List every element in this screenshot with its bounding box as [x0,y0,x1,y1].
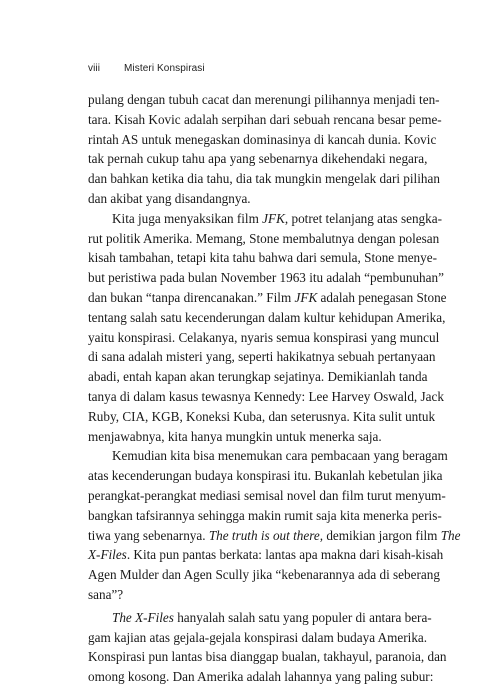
paragraph [88,608,447,687]
text-line: Ruby, CIA, KGB, Koneksi Kuba, dan seterusnya. Kita sulit untuk [88,408,436,424]
text-line: kisah tambahan, tetapi kita tahu bahwa dari semula, Stone menye- [88,250,437,266]
text-line: Konspirasi pun lantas bisa dianggap bualan, takhayul, paranoia, dan [88,649,447,665]
text-line: The X-Files hanyalah salah satu yang populer di antara bera- [112,609,432,625]
page-number: viii [88,63,101,74]
text-line: dan bukan “tanpa direncanakan.” Film JFK adalah penegasan Stone [88,289,447,305]
text-line: Kita juga menyaksikan film JFK, potret telanjang atas sengka- [112,210,442,226]
text-line: tak pernah cukup tahu apa yang sebenarnya dikehendaki negara, [88,151,428,167]
paragraph [88,90,442,209]
text-line: omong kosong. Dan Amerika adalah lahannya yang paling subur: [88,669,434,685]
text-line: gam kajian atas gejala-gejala konspirasi dalam budaya Amerika. [88,629,428,645]
text-line: tanya di dalam kasus tewasnya Kennedy: Lee Harvey Oswald, Jack [88,388,444,404]
running-title: Misteri Konspirasi [124,63,205,74]
text-line: sana”? [88,586,124,602]
text-line: rintah AS untuk menegaskan dominasinya di kancah dunia. Kovic [88,131,437,147]
text-line: dan akibat yang disandangnya. [88,190,251,206]
text-line: tara. Kisah Kovic adalah serpihan dari sebuah rencana besar peme- [88,111,442,127]
running-header [88,63,205,74]
text-line: yaitu konspirasi. Celakanya, nyaris semua konspirasi yang muncul [88,329,440,345]
text-line: X-Files. Kita pun pantas berkata: lantas apa makna dari kisah-kisah [88,547,444,563]
text-line: but peristiwa pada bulan November 1963 itu adalah “pembunuhan” [88,270,444,286]
text-line: rut politik Amerika. Memang, Stone membalutnya dengan polesan [88,230,440,246]
paragraph [88,209,447,447]
text-line: perangkat-perangkat mediasi semisal novel dan film turut menyum- [88,487,446,503]
text-line: bangkan tafsirannya sehingga makin rumit saja kita menerka peris- [88,507,442,523]
text-line: tentang salah satu kecenderungan dalam kultur kehidupan Amerika, [88,309,446,325]
text-line: tiwa yang sebenarnya. The truth is out there, demikian jargon film The [88,527,461,543]
paragraph [88,446,461,604]
text-line: dan bahkan ketika dia tahu, dia tak mungkin mengelak dari pilihan [88,171,440,187]
text-line: menjawabnya, kita hanya mungkin untuk menerka saja. [88,428,382,444]
text-line: abadi, entah kapan akan terungkap sejatinya. Demikianlah tanda [88,369,428,385]
body-text [88,90,461,687]
text-line: di sana adalah misteri yang, seperti hakikatnya sebuah pertanyaan [88,349,436,365]
text-line: atas kecenderungan budaya konspirasi itu. Bukanlah kebetulan jika [88,468,443,484]
text-line: Kemudian kita bisa menemukan cara pembacaan yang beragam [112,448,448,464]
text-line: Agen Mulder dan Agen Scully jika “kebenarannya ada di seberang [88,567,440,583]
text-line: pulang dengan tubuh cacat dan merenungi pilihannya menjadi ten- [88,92,440,107]
